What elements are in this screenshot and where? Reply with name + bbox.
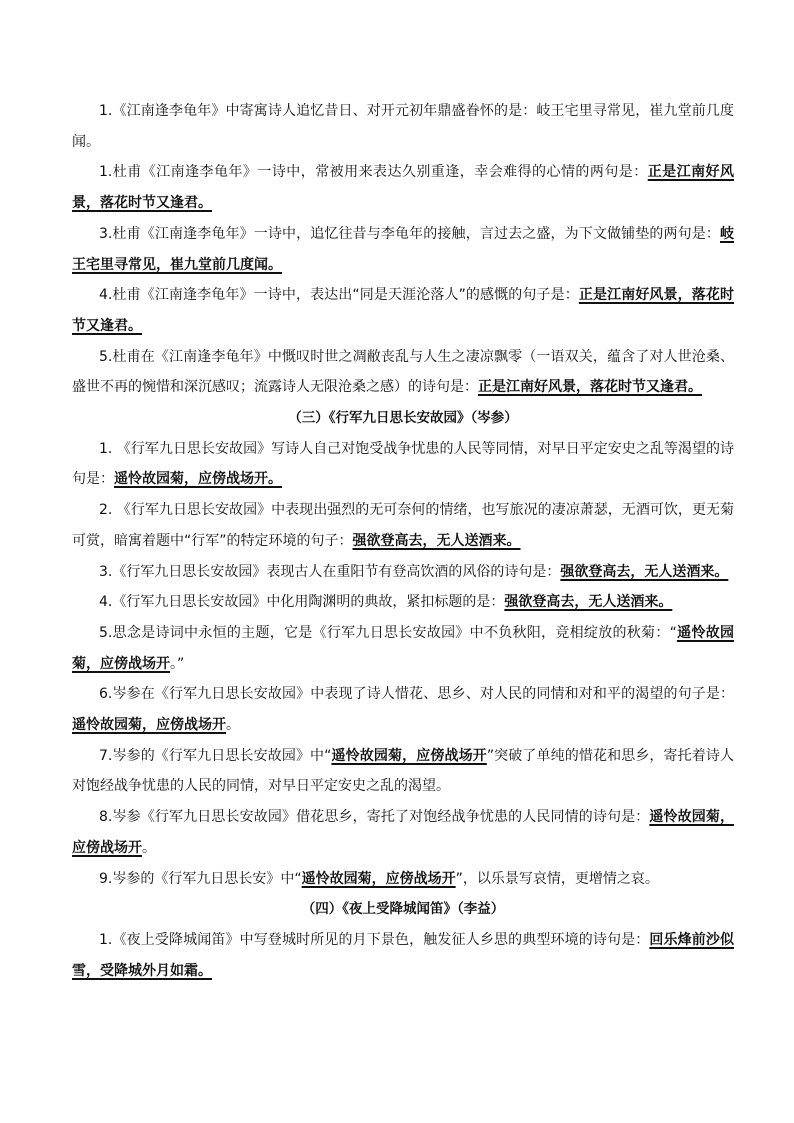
question-tail-text: 。 — [142, 839, 156, 856]
answer-text: 正是江南好风景，落花时节又逢君。 — [478, 379, 702, 396]
question-item — [72, 802, 734, 863]
question-text: 4.《行军九日思长安故园》中化用陶渊明的典故，紧扣标题的是： — [99, 594, 505, 611]
question-tail-text: 。” — [170, 655, 185, 672]
question-item — [72, 434, 734, 495]
question-item — [72, 679, 734, 740]
question-text: 7.岑参的《行军九日思长安故园》中“ — [99, 747, 332, 764]
answer-text: 正是江南好风景，落花时节又逢君。 — [72, 287, 734, 334]
question-item — [72, 96, 734, 157]
question-item — [72, 618, 734, 679]
question-text: 3.杜甫《江南逢李龟年》一诗中，追忆往昔与李龟年的接触，言过去之盛，为下文做铺垫的两句是： — [99, 225, 720, 242]
question-text: 4.杜甫《江南逢李龟年》一诗中，表达出“同是天涯沦落人”的感慨的句子是： — [99, 287, 579, 304]
question-item — [72, 157, 734, 218]
question-text: 8.岑参《行军九日思长安故园》借花思乡，寄托了对饱经战争忧患的人民同情的诗句是： — [99, 809, 650, 826]
question-text: 9.岑参的《行军九日思长安》中“ — [99, 870, 302, 887]
question-item — [72, 925, 734, 986]
answer-text: 回乐烽前沙似雪，受降城外月如霜。 — [72, 931, 735, 979]
question-item — [72, 495, 734, 556]
answer-text: 遥怜故园菊，应傍战场开 — [72, 717, 226, 734]
document-content — [72, 96, 734, 986]
question-item — [72, 741, 734, 802]
question-item — [72, 280, 734, 341]
answer-text: 遥怜故园菊，应傍战场开 — [301, 870, 456, 887]
question-tail-text: 。 — [226, 717, 240, 734]
answer-text: 遥怜故园菊，应傍战场开 — [331, 747, 487, 764]
question-tail-text: ”，以乐景写哀情，更增情之哀。 — [455, 870, 659, 887]
answer-text: 遥怜故园菊，应傍战场开 — [72, 624, 735, 672]
question-text: 5.杜甫在《江南逢李龟年》中慨叹时世之凋敝丧乱与人生之凄凉飘零（一语双关，蕴含了对人世沧桑、盛世不再的惋惜和深沉感叹；流露诗人无限沧桑之感）的诗句是： — [72, 348, 734, 396]
question-text: 1. 《行军九日思长安故园》写诗人自己对饱受战争忧患的人民等同情，对早日平定安史之乱等渴望的诗句是： — [72, 440, 734, 488]
answer-text: 岐王宅里寻常见，崔九堂前几度闻。 — [72, 225, 734, 273]
question-text: 3.《行军九日思长安故园》表现古人在重阳节有登高饮酒的风俗的诗句是： — [99, 563, 561, 580]
question-text: 5.思念是诗词中永恒的主题，它是《行军九日思长安故园》中不负秋阳，竞相绽放的秋菊：“ — [99, 624, 677, 641]
question-item — [72, 557, 734, 588]
question-item — [72, 864, 734, 895]
answer-text: 遥怜故园菊，应傍战场开 — [72, 809, 735, 856]
question-item — [72, 342, 734, 403]
answer-text: 岐王宅里寻常见，崔九堂前几度闻。 — [72, 103, 735, 150]
question-text: 2. 《行军九日思长安故园》中表现出强烈的无可奈何的情绪，也写旅况的凄凉萧瑟，无酒可饮，更无菊可赏，暗寓着题中“行军”的特定环境的句子： — [72, 502, 734, 549]
answer-text: 强欲登高去，无人送酒来。 — [560, 563, 729, 580]
question-text: 1.《夜上受降城闻笛》中写登城时所见的月下景色，触发征人乡思的典型环境的诗句是： — [99, 931, 650, 948]
question-text: 6.岑参在《行军九日思长安故园》中表现了诗人惜花、思乡、对人民的同情和对和平的渴望的句子是： — [99, 686, 734, 703]
answer-text: 遥怜故园菊，应傍战场开。 — [114, 471, 282, 488]
question-text: 1.杜甫《江南逢李龟年》一诗中，常被用来表达久别重逢，幸会难得的心情的两句是： — [99, 164, 648, 181]
section-heading: （三）《行军九日思长安故园》（岑参） — [288, 410, 518, 427]
question-item — [72, 219, 734, 280]
section-heading: （四）《夜上受降城闻笛》（李益） — [301, 901, 505, 918]
question-text: 1.《江南逢李龟年》中寄寓诗人追忆昔日、对开元初年鼎盛眷怀的是： — [99, 103, 537, 119]
question-item — [72, 587, 734, 618]
question-tail-text: ”突破了单纯的惜花和思乡，寄托着诗人对饱经战争忧患的人民的同情，对早日平定安史之乱的渴望。 — [72, 747, 734, 795]
answer-text: 强欲登高去，无人送酒来。 — [352, 532, 521, 549]
answer-text: 强欲登高去，无人送酒来。 — [504, 594, 673, 611]
answer-text: 正是江南好风景，落花时节又逢君。 — [72, 164, 735, 212]
